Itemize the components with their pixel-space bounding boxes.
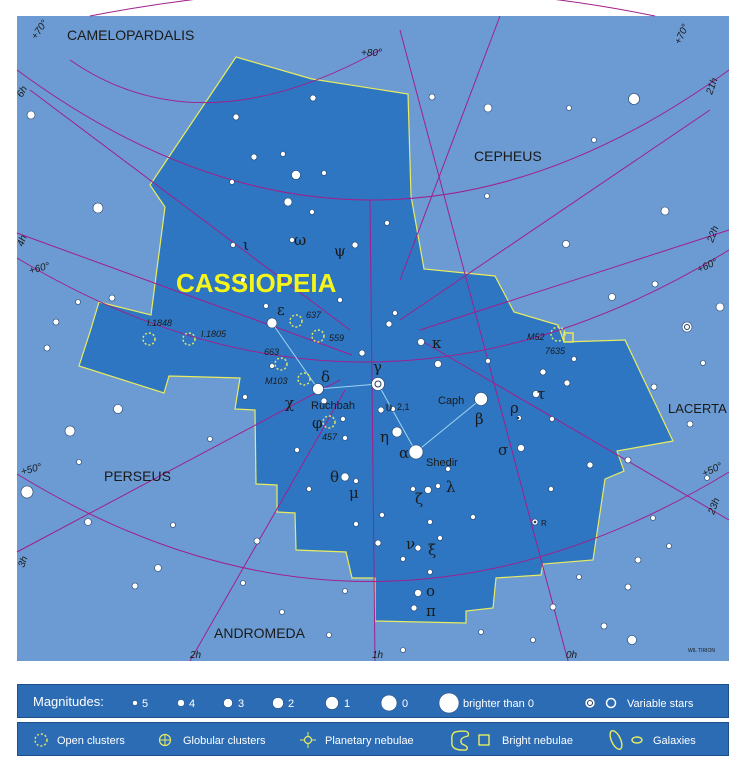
star xyxy=(716,303,724,311)
legend-mag1-dot xyxy=(326,697,339,710)
label-mu: μ xyxy=(349,484,359,502)
star xyxy=(550,604,556,610)
label-epsilon: ε xyxy=(277,301,285,319)
legend-mag5: 5 xyxy=(142,698,149,710)
legend-mag4: 4 xyxy=(189,698,196,710)
star xyxy=(428,520,433,525)
star xyxy=(564,380,570,386)
bright-nebula-square-icon xyxy=(479,735,489,745)
star xyxy=(233,114,239,120)
star xyxy=(208,437,213,442)
star-caph xyxy=(475,393,488,406)
star xyxy=(625,584,631,590)
star xyxy=(572,357,577,362)
label-camelopardalis: CAMELOPARDALIS xyxy=(67,27,195,43)
label-theta: θ xyxy=(330,468,340,486)
grid-label-dec50-right: +50° xyxy=(700,460,725,480)
star xyxy=(563,241,570,248)
star-iota xyxy=(231,243,236,248)
star-zeta xyxy=(425,487,432,494)
legend-mag2: 2 xyxy=(288,698,295,710)
grid-label-dec80: +80° xyxy=(361,48,382,59)
star xyxy=(354,522,359,527)
star-nu xyxy=(415,545,421,551)
star xyxy=(93,203,103,213)
label-kappa: κ xyxy=(432,334,442,352)
star xyxy=(380,513,385,518)
star xyxy=(386,321,392,327)
star xyxy=(635,557,641,563)
star xyxy=(436,484,441,489)
label-andromeda: ANDROMEDA xyxy=(214,625,306,641)
grid-label-ra-6h: 6h xyxy=(15,84,31,100)
star xyxy=(484,104,492,112)
star-theta xyxy=(341,473,349,481)
star xyxy=(341,417,346,422)
star xyxy=(292,171,301,180)
star xyxy=(592,138,597,143)
star xyxy=(471,515,476,520)
star xyxy=(264,304,269,309)
legend-mag4-dot xyxy=(178,700,185,707)
legend-mag3: 3 xyxy=(238,698,245,710)
legend-variable: Variable stars xyxy=(627,698,694,710)
star xyxy=(428,570,433,575)
bright-nebula-shape-icon xyxy=(452,731,469,750)
star xyxy=(85,519,92,526)
legend-mag0: 0 xyxy=(402,698,409,710)
star-shedir xyxy=(409,445,423,459)
star xyxy=(322,171,327,176)
constellation-title: CASSIOPEIA xyxy=(176,268,337,298)
legend-mag5-dot xyxy=(133,701,138,706)
star xyxy=(65,426,75,436)
label-ic1848: I.1848 xyxy=(147,318,173,328)
star xyxy=(393,311,398,316)
star xyxy=(132,583,138,589)
label-nu: ν xyxy=(406,535,416,553)
legend-globular-clusters: Globular clusters xyxy=(183,735,266,747)
legend-brighter-dot xyxy=(439,693,459,713)
star xyxy=(109,295,115,301)
label-psi: ψ xyxy=(334,242,346,260)
star xyxy=(435,361,442,368)
grid-label-dec60-right: +60° xyxy=(695,256,720,276)
star-eta xyxy=(392,427,402,437)
star xyxy=(609,294,616,301)
star xyxy=(550,417,555,422)
label-alpha: α xyxy=(399,444,410,462)
label-ngc663: 663 xyxy=(264,347,280,357)
grid-label-dec50-left: +50° xyxy=(19,461,44,478)
label-ngc637: 637 xyxy=(306,310,322,320)
star xyxy=(44,345,50,351)
star-pi xyxy=(411,605,417,611)
star xyxy=(401,648,406,653)
grid-label-ra-3h: 3h xyxy=(16,554,31,570)
label-omega: ω xyxy=(294,231,307,249)
star xyxy=(241,581,246,586)
star xyxy=(531,638,536,643)
star xyxy=(549,487,554,492)
star xyxy=(587,462,593,468)
star-kappa xyxy=(418,339,425,346)
credit: WIL TIRION xyxy=(688,648,715,654)
star xyxy=(701,361,706,366)
legend-magnitudes-label: Magnitudes: xyxy=(33,694,104,709)
star xyxy=(114,405,123,414)
legend-mag2-dot xyxy=(273,698,284,709)
label-chi: χ xyxy=(285,394,295,412)
grid-label-dec70-left: +70° xyxy=(29,18,51,42)
label-phi: φ xyxy=(312,414,323,432)
globular-cluster-icon xyxy=(160,735,171,746)
label-ngc7635: 7635 xyxy=(545,346,566,356)
star xyxy=(628,636,637,645)
legend-bright-nebulae: Bright nebulae xyxy=(502,735,573,747)
star xyxy=(625,457,631,463)
label-shedir: Shedir xyxy=(426,457,458,469)
label-m103: M103 xyxy=(265,376,288,386)
legend-planetary-nebulae: Planetary nebulae xyxy=(325,735,414,747)
star xyxy=(485,194,490,199)
star-sigma xyxy=(518,445,525,452)
star xyxy=(76,300,81,305)
star xyxy=(479,630,484,635)
star xyxy=(295,448,300,453)
label-sigma: σ xyxy=(498,441,509,459)
label-lambda: λ xyxy=(446,478,456,496)
star xyxy=(155,565,162,572)
grid-label-ra-23h: 23h xyxy=(706,496,723,517)
star xyxy=(270,364,275,369)
star xyxy=(27,111,35,119)
label-xi: ξ xyxy=(428,541,437,559)
star xyxy=(629,94,640,105)
grid-label-ra-0h: 0h xyxy=(566,650,578,661)
star-epsilon xyxy=(267,318,277,328)
star xyxy=(385,221,390,226)
planetary-nebula-icon xyxy=(300,732,316,748)
grid-label-ra-1h: 1h xyxy=(372,650,384,661)
star xyxy=(243,395,248,400)
legend-mag1: 1 xyxy=(344,698,351,710)
label-ngc457: 457 xyxy=(322,432,338,442)
legend-open-clusters: Open clusters xyxy=(57,735,125,747)
grid-label-dec60-left: +60° xyxy=(27,260,52,277)
grid-label-ra-4h: 4h xyxy=(15,233,30,249)
star xyxy=(667,544,672,549)
legend-mag0-dot xyxy=(381,695,397,711)
star xyxy=(359,350,365,356)
label-var-r: R xyxy=(541,519,547,528)
star xyxy=(540,369,546,375)
star xyxy=(661,207,669,215)
star xyxy=(567,106,572,111)
label-pi: π xyxy=(426,602,436,620)
star xyxy=(254,538,260,544)
star xyxy=(53,319,59,325)
legend-mag3-dot xyxy=(224,699,233,708)
grid-label-ra-21h: 21h xyxy=(704,76,721,97)
label-m52: M52 xyxy=(527,332,545,342)
label-rho: ρ xyxy=(510,399,519,417)
label-gamma: γ xyxy=(373,358,382,376)
legend-brighter: brighter than 0 xyxy=(463,698,534,710)
star xyxy=(310,210,315,215)
star xyxy=(429,94,435,100)
star xyxy=(401,557,406,562)
label-zeta: ζ xyxy=(415,490,424,508)
star xyxy=(687,421,693,427)
star xyxy=(251,154,257,160)
label-caph: Caph xyxy=(438,395,465,407)
label-iota: ι xyxy=(243,236,249,254)
grid-label-ra-22h: 22h xyxy=(705,224,722,245)
star xyxy=(651,384,657,390)
star-omicron xyxy=(415,590,422,597)
star-mu xyxy=(354,479,359,484)
star xyxy=(230,180,235,185)
grid-label-ra-2h: 2h xyxy=(190,650,202,661)
label-ic1805: I.1805 xyxy=(201,329,227,339)
dec-80-arc xyxy=(90,0,655,16)
star xyxy=(284,198,292,206)
label-beta: β xyxy=(475,410,484,428)
star xyxy=(77,460,82,465)
star xyxy=(577,575,582,580)
star xyxy=(486,359,491,364)
star xyxy=(601,623,607,629)
star xyxy=(652,281,658,287)
label-ngc559: 559 xyxy=(329,333,345,343)
star xyxy=(327,633,332,638)
label-perseus: PERSEUS xyxy=(104,468,171,484)
star xyxy=(438,536,443,541)
galaxy-small-icon xyxy=(632,737,642,743)
star xyxy=(307,487,312,492)
label-ruchbah: Ruchbah xyxy=(311,400,356,412)
label-eta: η xyxy=(380,428,389,446)
legend-objects xyxy=(17,722,729,756)
star xyxy=(21,486,33,498)
open-cluster-icon xyxy=(35,734,47,746)
grid-label-dec70-right: +70° xyxy=(672,22,692,47)
label-upsilon-12: 2,1 xyxy=(397,402,410,412)
star xyxy=(375,540,381,546)
star xyxy=(310,95,316,101)
star-upsilon xyxy=(378,407,384,413)
label-tau: τ xyxy=(537,385,546,403)
label-lacerta: LACERTA xyxy=(668,401,727,416)
galaxy-large-icon xyxy=(608,729,625,751)
star xyxy=(343,436,348,441)
legend-variable-ring xyxy=(607,699,616,708)
legend-galaxies: Galaxies xyxy=(653,735,696,747)
star xyxy=(343,589,348,594)
star xyxy=(651,516,656,521)
star-gamma xyxy=(372,378,385,391)
star xyxy=(338,298,343,303)
legend-magnitudes xyxy=(17,684,729,718)
label-cepheus: CEPHEUS xyxy=(474,148,542,164)
label-upsilon: υ xyxy=(385,400,393,414)
star-psi xyxy=(352,242,358,248)
star xyxy=(171,523,176,528)
label-delta: δ xyxy=(321,368,331,386)
legend-variable-dot xyxy=(585,698,595,708)
star xyxy=(281,152,286,157)
star xyxy=(280,610,285,615)
label-omicron: ο xyxy=(426,582,436,600)
